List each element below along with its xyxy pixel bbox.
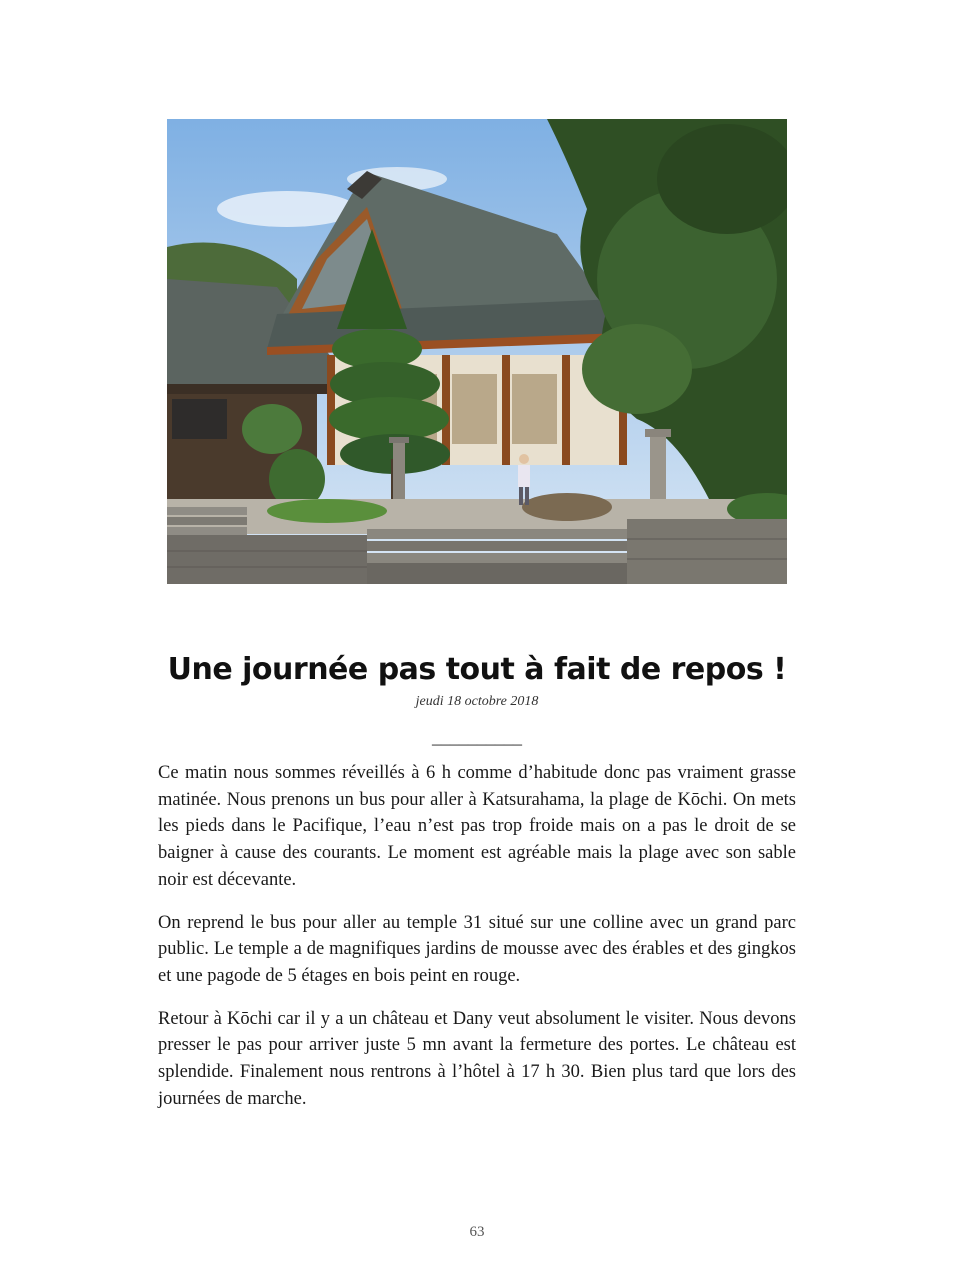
separator-line: __________ xyxy=(432,727,522,747)
page-number: 63 xyxy=(469,1224,485,1240)
paragraph-1: Ce matin nous sommes réveillés à 6 h comme d’habitude donc pas vraiment grasse matinée. Nous prenons un bus pour aller à Katsurahama, la plage de Kōchi. On mets les pieds dans le Pacifique, l’eau n’est pas trop froide mais on a pas le droit de se baigner à cause des courants. Le moment est agréable mais la plage avec son sable noir est décevante. xyxy=(158,763,796,890)
article-date: jeudi 18 octobre 2018 xyxy=(415,694,539,709)
paragraph-3: Retour à Kōchi car il y a un château et Dany veut absolument le visiter. Nous devons presser le pas pour arriver juste 5 mn avant la fermeture des portes. Le château est splendide. Finalement nous rentrons à l’hôtel à 17 h 30. Bien plus tard que lors des journées de marche. xyxy=(158,1008,796,1109)
page-title: Une journée pas tout à fait de repos ! xyxy=(167,652,787,687)
temple-photo xyxy=(167,119,787,584)
article-body xyxy=(158,760,796,1128)
paragraph-2: On reprend le bus pour aller au temple 31 situé sur une colline avec un grand parc public. Le temple a de magnifiques jardins de mousse avec des érables et des gingkos et une pagode de 5 étages en bois peint en rouge. xyxy=(158,912,796,986)
